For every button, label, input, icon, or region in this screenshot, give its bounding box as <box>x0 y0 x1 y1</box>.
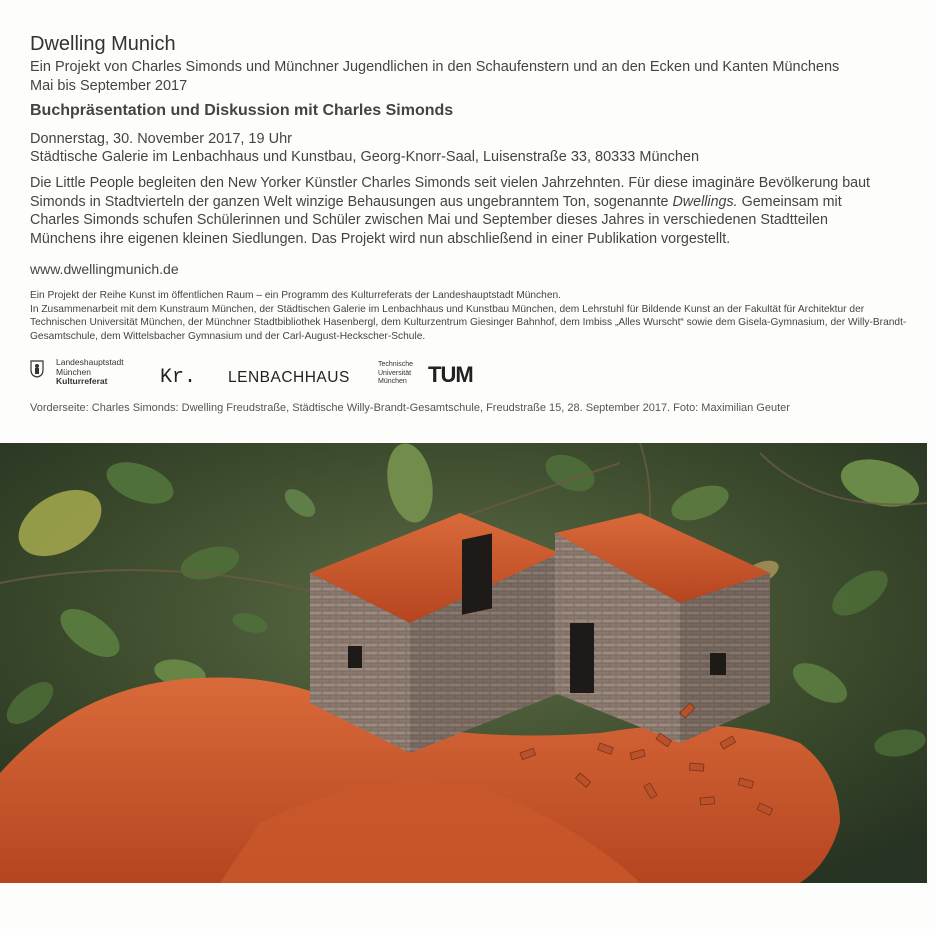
event-venue: Städtische Galerie im Lenbachhaus und Kunstbau, Georg-Knorr-Saal, Luisenstraße 33, 80333 München <box>30 149 700 165</box>
dwelling-photo-illustration <box>0 443 927 883</box>
website-link[interactable]: www.dwellingmunich.de <box>30 261 179 277</box>
dwelling-photo <box>0 443 927 883</box>
lenbachhaus-logo: LENBACHHAUS <box>228 369 350 386</box>
description-part-2: Gemeinsam mit Charles Simonds schufen Schülerinnen und Schüler zwischen Mai und September dieses Jahres in verschiedenen Stadtteilen Münchens ihre eigenen kleinen Siedlungen. Das Projekt wird nun abschließend in einer Publikation vorgestellt. <box>30 193 842 247</box>
fineprint-line-1: Ein Projekt der Reihe Kunst im öffentlichen Raum – ein Programm des Kulturreferats der Landeshauptstadt München. <box>30 290 561 301</box>
project-subtitle <box>30 58 910 96</box>
munich-crest-icon <box>30 360 44 383</box>
kunstraum-logo: Kr. <box>160 366 197 389</box>
page-title: Dwelling Munich <box>30 33 176 55</box>
tum-logo-text: Technische Universität München <box>378 361 414 385</box>
fineprint <box>30 289 910 343</box>
partner-logos <box>30 358 530 390</box>
event-date: Donnerstag, 30. November 2017, 19 Uhr <box>30 131 292 147</box>
fineprint-line-2: In Zusammenarbeit mit dem Kunstraum München, der Städtischen Galerie im Lenbachhaus und Kunstbau München, dem Lehrstuhl für Bildende Kunst an der Fakultät für Architektur der Technischen Universität München, der Münchner Stadtbibliothek Hasenbergl, dem Kulturzentrum Giesinger Bahnhof, dem Imbiss „Alles Wurscht“ sowie dem Gisela-Gymnasium, der Willy-Brandt-Gesamtschule, dem Wittelsbacher Gymnasium und der Carl-August-Heckscher-Schule. <box>30 303 907 342</box>
description-part-1: Die Little People begleiten den New Yorker Künstler Charles Simonds seit vielen Jahrzehnten. Für diese imaginäre Bevölkerung baut Simonds in Stadtvierteln der ganzen Welt winzige Behausungen aus ungebranntem Ton, sogenannte <box>30 175 871 210</box>
subtitle-line-1: Ein Projekt von Charles Simonds und Münchner Jugendlichen in den Schaufenstern und an den Ecken und Kanten Münchens <box>30 59 840 75</box>
subtitle-line-2: Mai bis September 2017 <box>30 78 188 94</box>
event-title: Buchpräsentation und Diskussion mit Charles Simonds <box>30 102 454 119</box>
description-emphasis: Dwellings. <box>672 193 738 210</box>
event-details <box>30 130 910 166</box>
city-logo-text: Landeshauptstadt München Kulturreferat <box>56 357 124 386</box>
tum-logo-mark: TUM <box>428 362 473 387</box>
project-description <box>30 174 890 248</box>
photo-credit: Vorderseite: Charles Simonds: Dwelling Freudstraße, Städtische Willy-Brandt-Gesamtschule, Freudstraße 15, 28. September 2017. Foto: Maximilian Geuter <box>30 402 790 414</box>
